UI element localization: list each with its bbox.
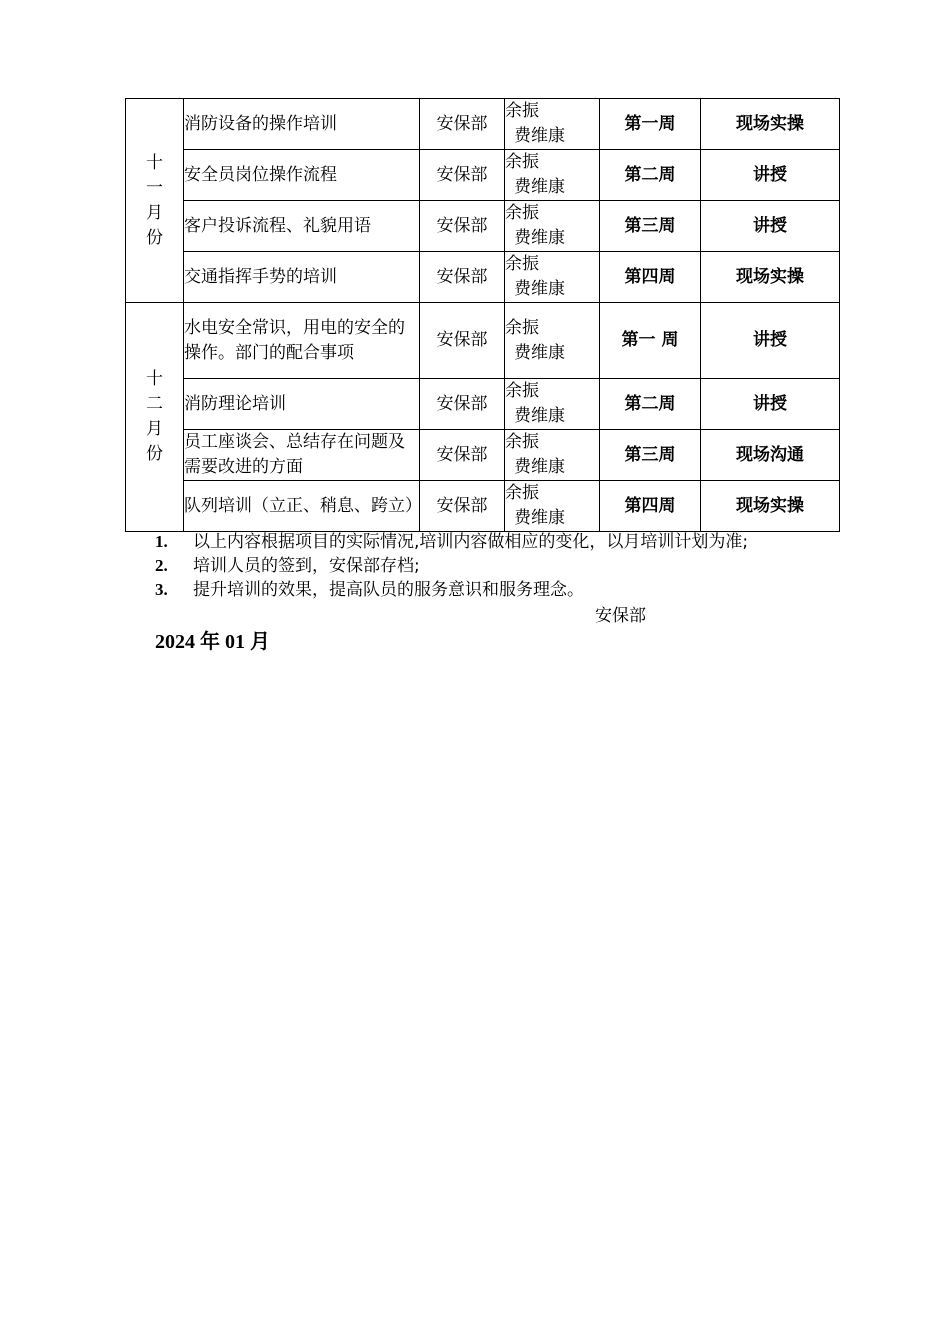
- table-row: [126, 201, 840, 252]
- trainer-name: 余振: [505, 101, 539, 121]
- trainer-cell: [505, 430, 600, 481]
- topic-cell: 消防设备的操作培训: [184, 99, 420, 150]
- topic-cell: 安全员岗位操作流程: [184, 150, 420, 201]
- trainer-cell: [505, 481, 600, 532]
- week-cell: 第四周: [600, 252, 701, 303]
- method-cell: 现场实操: [701, 481, 840, 532]
- list-item: [155, 530, 855, 554]
- trainer-cell: [505, 303, 600, 379]
- dept-cell: 安保部: [420, 99, 505, 150]
- training-plan-table: [125, 98, 840, 532]
- topic-cell: 员工座谈会、总结存在问题及需要改进的方面: [184, 430, 420, 481]
- note-text: 培训人员的签到，安保部存档;: [193, 556, 420, 576]
- table-row: [126, 150, 840, 201]
- table-row: [126, 430, 840, 481]
- month-char: 份: [146, 444, 163, 464]
- dept-cell: 安保部: [420, 379, 505, 430]
- signer-department: 安保部: [595, 606, 646, 626]
- week-cell: 第二周: [600, 379, 701, 430]
- method-cell: 讲授: [701, 303, 840, 379]
- note-text: 提升培训的效果，提高队员的服务意识和服务理念。: [193, 580, 584, 600]
- trainer-name: 余振: [505, 152, 539, 172]
- note-number: 1.: [155, 532, 168, 551]
- notes-list: [155, 530, 855, 602]
- trainer-cell: [505, 150, 600, 201]
- trainer-cell: [505, 201, 600, 252]
- week-cell: 第四周: [600, 481, 701, 532]
- month-char: 份: [146, 227, 163, 248]
- trainer-cell: [505, 99, 600, 150]
- trainer-cell: [505, 379, 600, 430]
- trainer-name: 余振: [505, 317, 539, 338]
- method-cell: 现场沟通: [701, 430, 840, 481]
- month-char: 十: [146, 369, 163, 389]
- trainer-name: 余振: [505, 381, 539, 401]
- dept-cell: 安保部: [420, 481, 505, 532]
- trainer-name: 费维康: [514, 457, 565, 477]
- trainer-name: 费维康: [514, 279, 565, 299]
- table-row: [126, 99, 840, 150]
- list-item: [155, 578, 855, 602]
- note-text: 以上内容根据项目的实际情况,培训内容做相应的变化，以月培训计划为准;: [193, 532, 749, 552]
- trainer-name: 余振: [505, 483, 539, 503]
- trainer-name: 费维康: [514, 406, 565, 426]
- dept-cell: 安保部: [420, 430, 505, 481]
- method-cell: 讲授: [701, 201, 840, 252]
- dept-cell: 安保部: [420, 201, 505, 252]
- document-date: 2024 年 01 月: [155, 631, 270, 653]
- month-char: 一: [146, 177, 163, 198]
- month-cell-december: [126, 303, 184, 532]
- month-char: 月: [146, 419, 163, 439]
- table-row: [126, 481, 840, 532]
- method-cell: 讲授: [701, 150, 840, 201]
- month-char: 十: [146, 152, 163, 173]
- topic-cell: 水电安全常识，用电的安全的操作。部门的配合事项: [184, 303, 420, 379]
- month-char: 二: [146, 394, 163, 414]
- month-char: 月: [146, 202, 163, 223]
- trainer-name: 费维康: [514, 126, 565, 146]
- dept-cell: 安保部: [420, 303, 505, 379]
- topic-cell: 交通指挥手势的培训: [184, 252, 420, 303]
- trainer-name: 费维康: [514, 228, 565, 248]
- table-row: [126, 379, 840, 430]
- trainer-name: 费维康: [514, 508, 565, 528]
- week-cell: 第一周: [600, 99, 701, 150]
- method-cell: 讲授: [701, 379, 840, 430]
- topic-cell: 消防理论培训: [184, 379, 420, 430]
- list-item: [155, 554, 855, 578]
- dept-cell: 安保部: [420, 150, 505, 201]
- topic-cell: 队列培训（立正、稍息、跨立）: [184, 481, 420, 532]
- week-cell: 第三周: [600, 430, 701, 481]
- dept-cell: 安保部: [420, 252, 505, 303]
- week-cell: 第三周: [600, 201, 701, 252]
- week-cell: 第一 周: [600, 303, 701, 379]
- trainer-name: 余振: [505, 432, 539, 452]
- trainer-name: 费维康: [514, 342, 565, 363]
- note-number: 2.: [155, 556, 168, 575]
- note-number: 3.: [155, 580, 168, 599]
- month-cell-november: [126, 99, 184, 303]
- trainer-name: 余振: [505, 254, 539, 274]
- method-cell: 现场实操: [701, 252, 840, 303]
- table-row: [126, 252, 840, 303]
- week-cell: 第二周: [600, 150, 701, 201]
- trainer-name: 费维康: [514, 177, 565, 197]
- trainer-name: 余振: [505, 203, 539, 223]
- table-row: [126, 303, 840, 379]
- topic-cell: 客户投诉流程、礼貌用语: [184, 201, 420, 252]
- method-cell: 现场实操: [701, 99, 840, 150]
- trainer-cell: [505, 252, 600, 303]
